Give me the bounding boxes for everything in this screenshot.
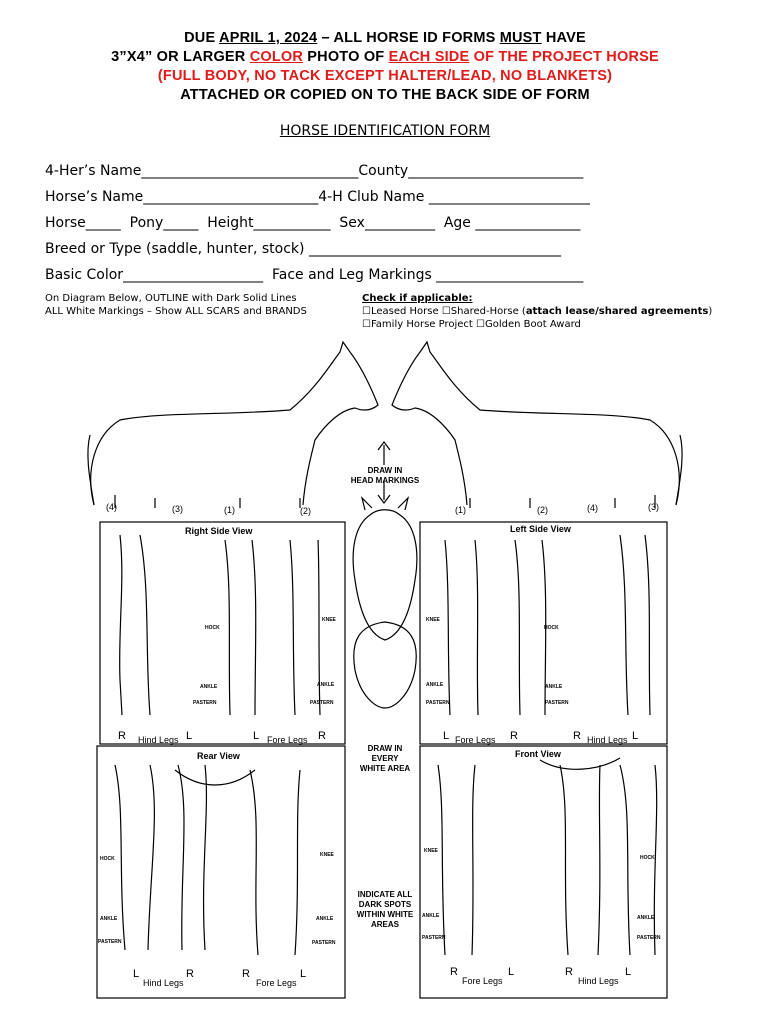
- marker-3: (3): [648, 502, 659, 512]
- header-text: HAVE: [541, 30, 586, 46]
- ankle-label: ANKLE: [317, 682, 335, 688]
- hind-legs-label: Hind Legs: [138, 735, 179, 745]
- fore-legs-label: Fore Legs: [462, 976, 503, 986]
- draw-head-markings: DRAW IN HEAD MARKINGS: [350, 466, 420, 485]
- header-line-3: (FULL BODY, NO TACK EXCEPT HALTER/LEAD, NO BLANKETS): [157, 68, 613, 84]
- marker-4: (4): [106, 502, 117, 512]
- left-marker: L: [300, 968, 307, 980]
- name-county-row[interactable]: 4-Her’s Name_______________________________County_________________________: [45, 163, 584, 179]
- left-marker: L: [133, 968, 140, 980]
- marker-1: (1): [455, 505, 466, 515]
- marker-2: (2): [300, 506, 311, 516]
- hock-label: HOCK: [205, 625, 220, 631]
- right-side-horse-outline: [91, 342, 378, 505]
- pastern-label: PASTERN: [545, 700, 569, 706]
- header-line-2: [0, 49, 770, 65]
- header-text: 3”X4” OR LARGER: [111, 49, 250, 65]
- left-marker: L: [508, 966, 515, 978]
- check-section: [362, 292, 712, 331]
- left-marker: L: [186, 730, 193, 742]
- marker-4: (4): [587, 503, 598, 513]
- front-view-label: Front View: [515, 749, 561, 759]
- left-marker: L: [632, 730, 639, 742]
- shared-checkbox[interactable]: ☐Shared-Horse (: [441, 306, 526, 317]
- fore-legs-label: Fore Legs: [455, 735, 496, 745]
- pastern-label: PASTERN: [422, 935, 446, 941]
- rear-view-label: Rear View: [197, 751, 240, 761]
- ankle-label: ANKLE: [545, 684, 563, 690]
- left-side-horse-outline: [392, 342, 679, 505]
- pastern-label: PASTERN: [193, 700, 217, 706]
- pastern-label: PASTERN: [98, 939, 122, 945]
- rear-view-legs: [115, 765, 300, 955]
- hind-legs-label: Hind Legs: [143, 978, 184, 988]
- left-marker: L: [443, 730, 450, 742]
- muzzle-outline: [354, 622, 417, 708]
- right-marker: R: [573, 730, 581, 742]
- ankle-label: ANKLE: [426, 682, 444, 688]
- header-color-word: COLOR: [249, 49, 304, 65]
- instructions: [45, 292, 307, 318]
- left-marker: L: [253, 730, 260, 742]
- color-markings-row[interactable]: Basic Color____________________ Face and Leg Markings _____________________: [45, 267, 584, 283]
- right-marker: R: [450, 966, 458, 978]
- pastern-label: PASTERN: [426, 700, 450, 706]
- knee-label: KNEE: [424, 848, 438, 854]
- right-side-view-label: Right Side View: [185, 526, 253, 536]
- header-must: MUST: [499, 30, 542, 46]
- marker-1: (1): [224, 505, 235, 515]
- pastern-label: PASTERN: [637, 935, 661, 941]
- indicate-dark-spots: INDICATE ALL DARK SPOTS WITHIN WHITE AREAS: [356, 890, 414, 929]
- ankle-label: ANKLE: [200, 684, 218, 690]
- horse-club-row[interactable]: Horse’s Name_________________________4-H Club Name _______________________: [45, 189, 590, 205]
- ankle-label: ANKLE: [422, 913, 440, 919]
- fore-legs-label: Fore Legs: [267, 735, 308, 745]
- head-front-outline: [353, 510, 417, 640]
- marker-3: (3): [172, 504, 183, 514]
- leased-checkbox[interactable]: ☐Leased Horse: [362, 306, 439, 317]
- horse-details-row[interactable]: Horse_____ Pony_____ Height___________ Sex__________ Age _______________: [45, 215, 581, 231]
- header-each-side: EACH SIDE: [388, 49, 470, 65]
- ankle-label: ANKLE: [316, 916, 334, 922]
- hind-legs-label: Hind Legs: [578, 976, 619, 986]
- golden-boot-checkbox[interactable]: ☐Golden Boot Award: [476, 319, 581, 330]
- shared-note-end: ): [708, 306, 713, 317]
- instructions-line-2: ALL White Markings – Show ALL SCARS and BRANDS: [45, 306, 307, 317]
- right-marker: R: [242, 968, 250, 980]
- right-marker: R: [510, 730, 518, 742]
- header-line-1: [0, 30, 770, 46]
- pastern-label: PASTERN: [312, 940, 336, 946]
- header-text: OF THE PROJECT HORSE: [469, 49, 659, 65]
- header-line-4: ATTACHED OR COPIED ON TO THE BACK SIDE OF FORM: [180, 87, 590, 103]
- breed-row[interactable]: Breed or Type (saddle, hunter, stock) ____________________________________: [45, 241, 561, 257]
- hock-label: HOCK: [544, 625, 559, 631]
- fore-legs-label: Fore Legs: [256, 978, 297, 988]
- ankle-label: ANKLE: [100, 916, 118, 922]
- header-text: – ALL HORSE ID FORMS: [317, 30, 500, 46]
- instructions-line-1: On Diagram Below, OUTLINE with Dark Solid Lines: [45, 293, 297, 304]
- right-marker: R: [318, 730, 326, 742]
- due-date: APRIL 1, 2024: [219, 30, 318, 46]
- knee-label: KNEE: [426, 617, 440, 623]
- header-text: DUE: [184, 30, 220, 46]
- right-marker: R: [118, 730, 126, 742]
- ankle-label: ANKLE: [637, 915, 655, 921]
- form-title: HORSE IDENTIFICATION FORM: [279, 123, 491, 139]
- right-marker: R: [186, 968, 194, 980]
- check-title: Check if applicable:: [362, 293, 473, 304]
- shared-note: attach lease/shared agreements: [525, 306, 709, 317]
- draw-white-area: DRAW IN EVERY WHITE AREA: [359, 744, 411, 773]
- hind-legs-label: Hind Legs: [587, 735, 628, 745]
- front-view-legs: [438, 758, 657, 955]
- marker-2: (2): [537, 505, 548, 515]
- pastern-label: PASTERN: [310, 700, 334, 706]
- left-side-view-label: Left Side View: [510, 524, 571, 534]
- hock-label: HOCK: [100, 856, 115, 862]
- knee-label: KNEE: [322, 617, 336, 623]
- header-text: PHOTO OF: [303, 49, 389, 65]
- family-checkbox[interactable]: ☐Family Horse Project: [362, 319, 473, 330]
- left-marker: L: [625, 966, 632, 978]
- hock-label: HOCK: [640, 855, 655, 861]
- right-marker: R: [565, 966, 573, 978]
- knee-label: KNEE: [320, 852, 334, 858]
